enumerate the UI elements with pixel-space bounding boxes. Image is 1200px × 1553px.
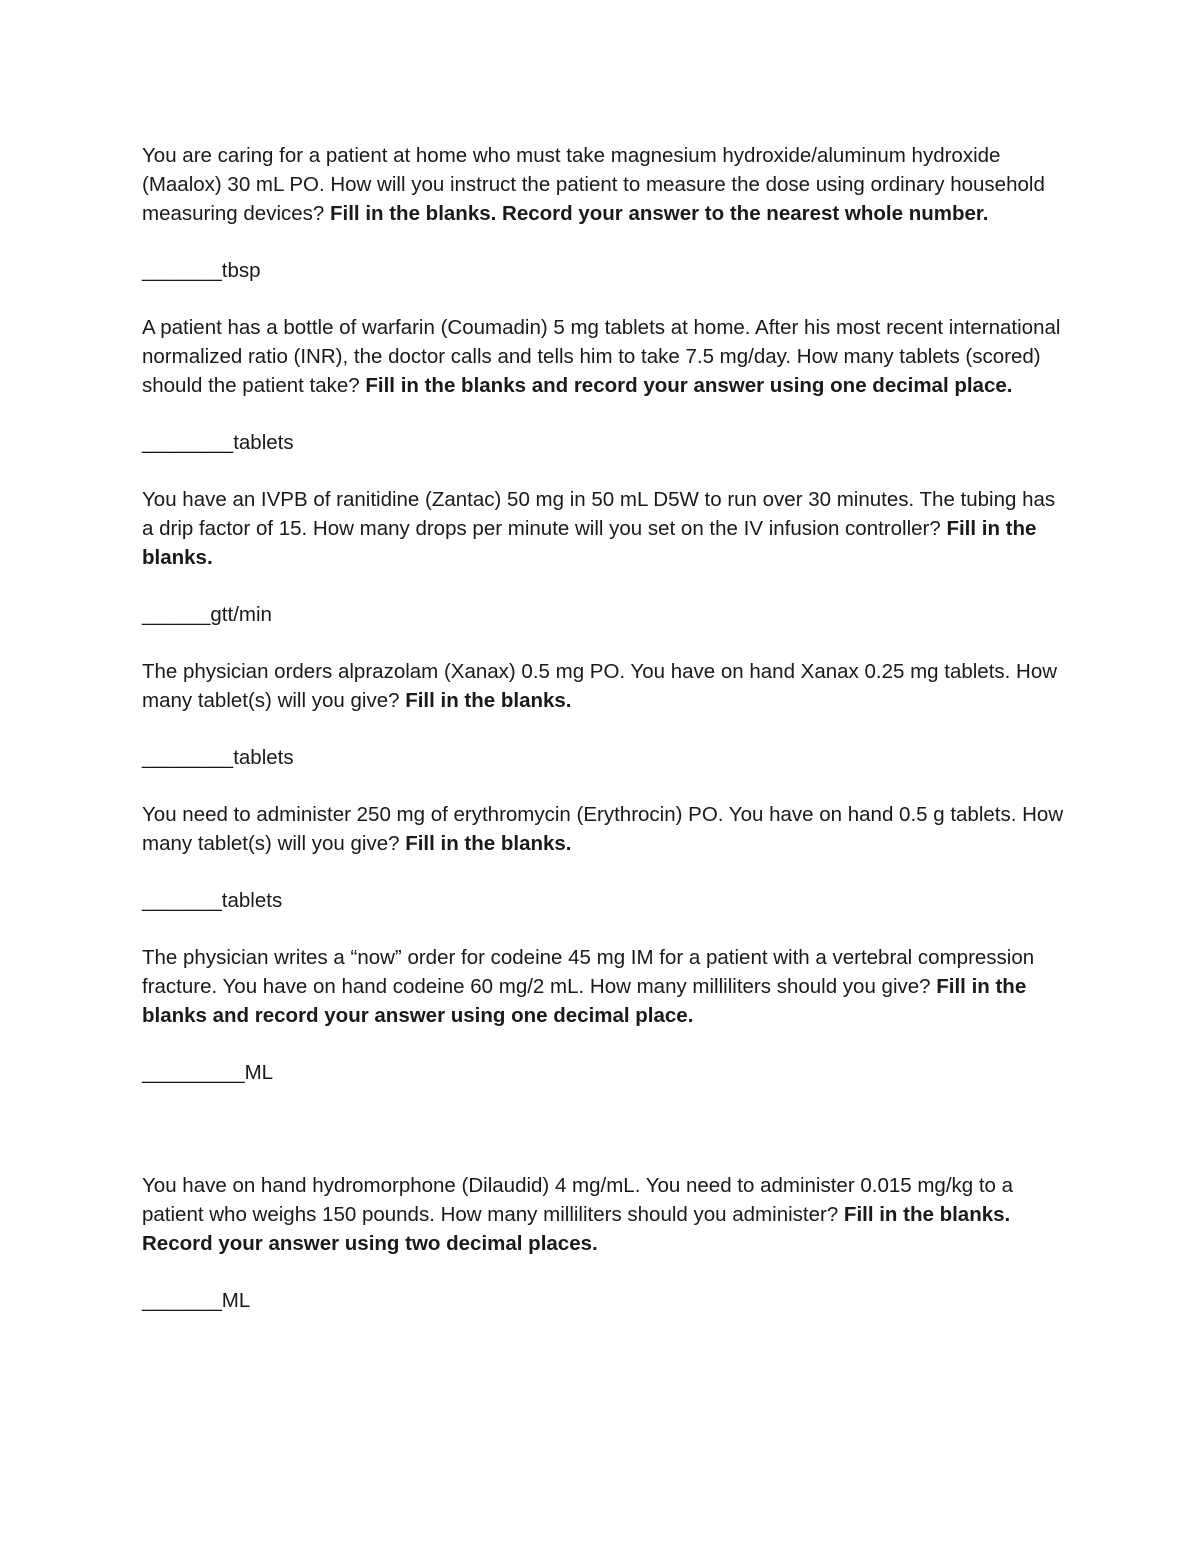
question-7 <box>142 1171 1072 1258</box>
answer-blank-3: ______gtt/min <box>142 603 272 626</box>
question-6-instruction: Fill in the blanks and record your answer using one decimal place. <box>142 975 1027 1027</box>
answer-blank-4: ________tablets <box>142 746 294 769</box>
question-7-instruction: Fill in the blanks. Record your answer using two decimal places. <box>142 1203 1011 1255</box>
answer-blank-2: ________tablets <box>142 431 294 454</box>
question-3-text: You have an IVPB of ranitidine (Zantac) 50 mg in 50 mL D5W to run over 30 minutes. The tubing has a drip factor of 15. How many drops per minute will you set on the IV infusion controller? <box>142 488 1056 540</box>
question-7-text: You have on hand hydromorphone (Dilaudid) 4 mg/mL. You need to administer 0.015 mg/kg to a patient who weighs 150 pounds. How many milliliters should you administer? <box>142 1174 1014 1226</box>
question-6 <box>142 943 1072 1030</box>
question-5 <box>142 800 1072 858</box>
question-4-text: The physician orders alprazolam (Xanax) 0.5 mg PO. You have on hand Xanax 0.25 mg tablets. How many tablet(s) will you give? <box>142 660 1058 712</box>
answer-blank-7: _______ML <box>142 1289 251 1312</box>
question-5-instruction: Fill in the blanks. <box>405 832 572 855</box>
question-5-text: You need to administer 250 mg of erythromycin (Erythrocin) PO. You have on hand 0.5 g tablets. How many tablet(s) will you give? <box>142 803 1064 855</box>
question-2 <box>142 313 1072 400</box>
question-1 <box>142 141 1072 228</box>
question-3 <box>142 485 1072 572</box>
answer-blank-5: _______tablets <box>142 889 283 912</box>
question-2-text: A patient has a bottle of warfarin (Coumadin) 5 mg tablets at home. After his most recent international normalized ratio (INR), the doctor calls and tells him to take 7.5 mg/day. How many tablets (scored) should the patient take? <box>142 316 1061 397</box>
question-2-instruction: Fill in the blanks and record your answer using one decimal place. <box>365 374 1013 397</box>
question-4-instruction: Fill in the blanks. <box>405 689 572 712</box>
question-4 <box>142 657 1072 715</box>
question-1-text: You are caring for a patient at home who must take magnesium hydroxide/aluminum hydroxide (Maalox) 30 mL PO. How will you instruct the patient to measure the dose using ordinary household measuring devices? <box>142 144 1045 225</box>
question-1-instruction: Fill in the blanks. Record your answer to the nearest whole number. <box>330 202 989 225</box>
question-3-instruction: Fill in the blanks. <box>142 517 1037 569</box>
answer-blank-1: _______tbsp <box>142 259 261 282</box>
document-page <box>142 141 1072 1315</box>
answer-blank-6: _________ML <box>142 1061 274 1084</box>
question-6-text: The physician writes a “now” order for codeine 45 mg IM for a patient with a vertebral compression fracture. You have on hand codeine 60 mg/2 mL. How many milliliters should you give? <box>142 946 1035 998</box>
